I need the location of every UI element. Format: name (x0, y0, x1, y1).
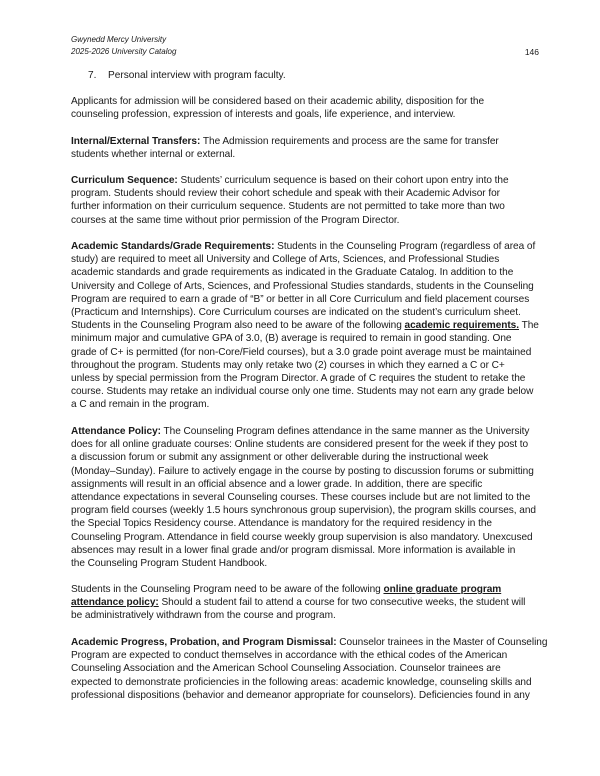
text-segment: Students in the Counseling Program also need to be aware of the following (71, 320, 405, 332)
list-item (88, 70, 286, 81)
text-segment: professional dispositions (behavior and demeanor appropriate for counselors). Deficiencies found in any (71, 689, 530, 701)
section-heading: Academic Progress, Probation, and Program Dismissal: (71, 637, 337, 648)
list-item-number: 7. (88, 70, 97, 81)
text-segment: a discussion forum or submit any assignment or other deliverable during the instructional week (71, 452, 489, 464)
text-segment: The Counseling Program defines attendance in the same manner as the University (160, 426, 530, 437)
text-line (71, 187, 509, 200)
text-line (71, 583, 525, 596)
text-line (71, 544, 536, 557)
text-line (71, 609, 525, 622)
section-heading: Curriculum Sequence: (71, 175, 178, 186)
section-heading: Internal/External Transfers: (71, 136, 201, 147)
link[interactable]: academic requirements. (404, 320, 520, 332)
text-line (71, 689, 547, 702)
text-line (71, 148, 499, 161)
text-segment: does for all online graduate courses: Online students are considered present for the week if they post to (71, 439, 529, 451)
paragraph-transfers (71, 135, 499, 161)
text-segment: minimum major and cumulative GPA of 3.0, (B) average is required to remain in good standing. One (71, 333, 512, 345)
text-segment: students whether internal or external. (71, 149, 236, 161)
text-segment: be administratively withdrawn from the course and program. (71, 610, 336, 622)
text-segment: study) are required to meet all University and College of Arts, Sciences, and Professional Studies (71, 254, 500, 266)
paragraph-applicants (71, 95, 484, 121)
list-item-text: Personal interview with program faculty. (108, 70, 286, 81)
text-segment: Applicants for admission will be considered based on their academic ability, disposition for the (71, 96, 485, 107)
text-segment: Program are required to earn a grade of “B” or better in all Core Curriculum and field placement courses (71, 293, 530, 305)
text-segment: the Counseling Program Student Handbook. (71, 558, 268, 570)
text-line (71, 636, 547, 649)
text-line (71, 306, 539, 319)
text-segment: Should a student fail to attend a course for two consecutive weeks, the student will (158, 597, 526, 609)
text-segment: Counseling Program. Attendance in field course weekly group supervision is also mandatory. Unexcused (71, 531, 533, 543)
page-number: 146 (524, 47, 539, 57)
text-line (71, 478, 536, 491)
text-line (71, 398, 539, 411)
text-segment: The Admission requirements and process are the same for transfer (200, 136, 499, 147)
text-line (71, 293, 539, 306)
text-segment: throughout the program. Students may only retake two (2) courses in which they earned a C or C+ (71, 359, 505, 371)
paragraph-online-policy (71, 583, 525, 623)
text-line (71, 649, 547, 662)
text-line (71, 135, 499, 148)
text-line (71, 214, 509, 227)
paragraph-progress (71, 636, 547, 702)
text-segment: expected to demonstrate proficiencies in the following areas: academic knowledge, counseling skills and (71, 676, 532, 688)
text-segment: a C and remain in the program. (71, 399, 210, 411)
text-line (71, 359, 539, 372)
text-line (71, 676, 547, 689)
text-segment: The (519, 320, 539, 332)
paragraph-standards (71, 240, 539, 412)
text-line (71, 517, 536, 530)
text-segment: Counselor trainees in the Master of Counseling (336, 637, 548, 648)
text-line (71, 372, 539, 385)
text-line (71, 465, 536, 478)
text-line (71, 280, 539, 293)
link[interactable]: attendance policy: (71, 597, 159, 609)
text-segment: the Special Topics Residency course. Attendance is mandatory for the required residency in the (71, 518, 492, 530)
text-segment: program. Students should review their cohort schedule and speak with their Academic Advisor for (71, 188, 500, 200)
text-segment: (Practicum and Internships). Core Curriculum courses are indicated on the student’s curriculum sheet. (71, 307, 521, 319)
paragraph-curriculum (71, 174, 509, 227)
text-segment: University and College of Arts, Sciences, and Professional Studies standards, students in the Counseling (71, 280, 534, 292)
text-segment: grade of C+ is permitted (for non-Core/Field courses), but a 3.0 grade point average must be maintained (71, 346, 532, 358)
text-line (71, 319, 539, 332)
text-line (71, 425, 536, 438)
text-segment: Students’ curriculum sequence is based on their cohort upon entry into the (177, 175, 509, 186)
text-segment: courses at the same time without prior permission of the Program Director. (71, 214, 400, 226)
link[interactable]: online graduate program (383, 584, 502, 595)
text-line (71, 596, 525, 609)
text-line (71, 346, 539, 359)
text-segment: absences may result in a lower final grade and/or program dismissal. More information is available in (71, 544, 516, 556)
text-segment: Counseling Association and the American School Counseling Association. Counselor trainees are (71, 663, 501, 675)
text-line (71, 491, 536, 504)
text-line (71, 385, 539, 398)
text-line (71, 174, 509, 187)
header-catalog-year: 2025-2026 University Catalog (71, 47, 177, 56)
text-segment: attendance expectations in several Counseling courses. These courses include but are not limited to the (71, 492, 531, 504)
text-segment: counseling profession, expression of interests and goals, life experience, and interview. (71, 109, 456, 121)
text-segment: (Monday–Sunday). Failure to actively engage in the course by posting to discussion forums or submitting (71, 465, 534, 477)
text-line (71, 108, 484, 121)
text-segment: academic standards and grade requirements as indicated in the Graduate Catalog. In addition to the (71, 267, 514, 279)
text-line (71, 504, 536, 517)
text-segment: unless by special permission from the Program Director. A grade of C requires the student to retake the (71, 373, 526, 385)
text-segment: assignments will result in an official absence and a lower grade. In addition, there are specific (71, 478, 483, 490)
section-heading: Academic Standards/Grade Requirements: (71, 241, 275, 252)
text-line (71, 557, 536, 570)
text-segment: Students in the Counseling Program (regardless of area of (274, 241, 536, 252)
text-line (71, 266, 539, 279)
text-segment: course. Students may retake an individual course only one time. Students may not earn any grade below (71, 386, 534, 398)
text-line (71, 662, 547, 675)
text-segment: Students in the Counseling Program need to be aware of the following (71, 584, 384, 595)
text-line (71, 253, 539, 266)
text-line (71, 451, 536, 464)
header-university: Gwynedd Mercy University (71, 35, 167, 44)
text-line (71, 95, 484, 108)
text-line (71, 240, 539, 253)
section-heading: Attendance Policy: (71, 426, 161, 437)
text-line (71, 438, 536, 451)
text-line (71, 200, 509, 213)
text-segment: Program are expected to conduct themselves in accordance with the ethical codes of the American (71, 650, 508, 662)
text-line (71, 332, 539, 345)
paragraph-attendance (71, 425, 536, 570)
text-line (71, 531, 536, 544)
text-segment: further information on their curriculum sequence. Students are not permitted to take more than two (71, 201, 505, 213)
text-segment: program field courses (weekly 1.5 hours synchronous group supervision), the program skills courses, and (71, 505, 536, 517)
